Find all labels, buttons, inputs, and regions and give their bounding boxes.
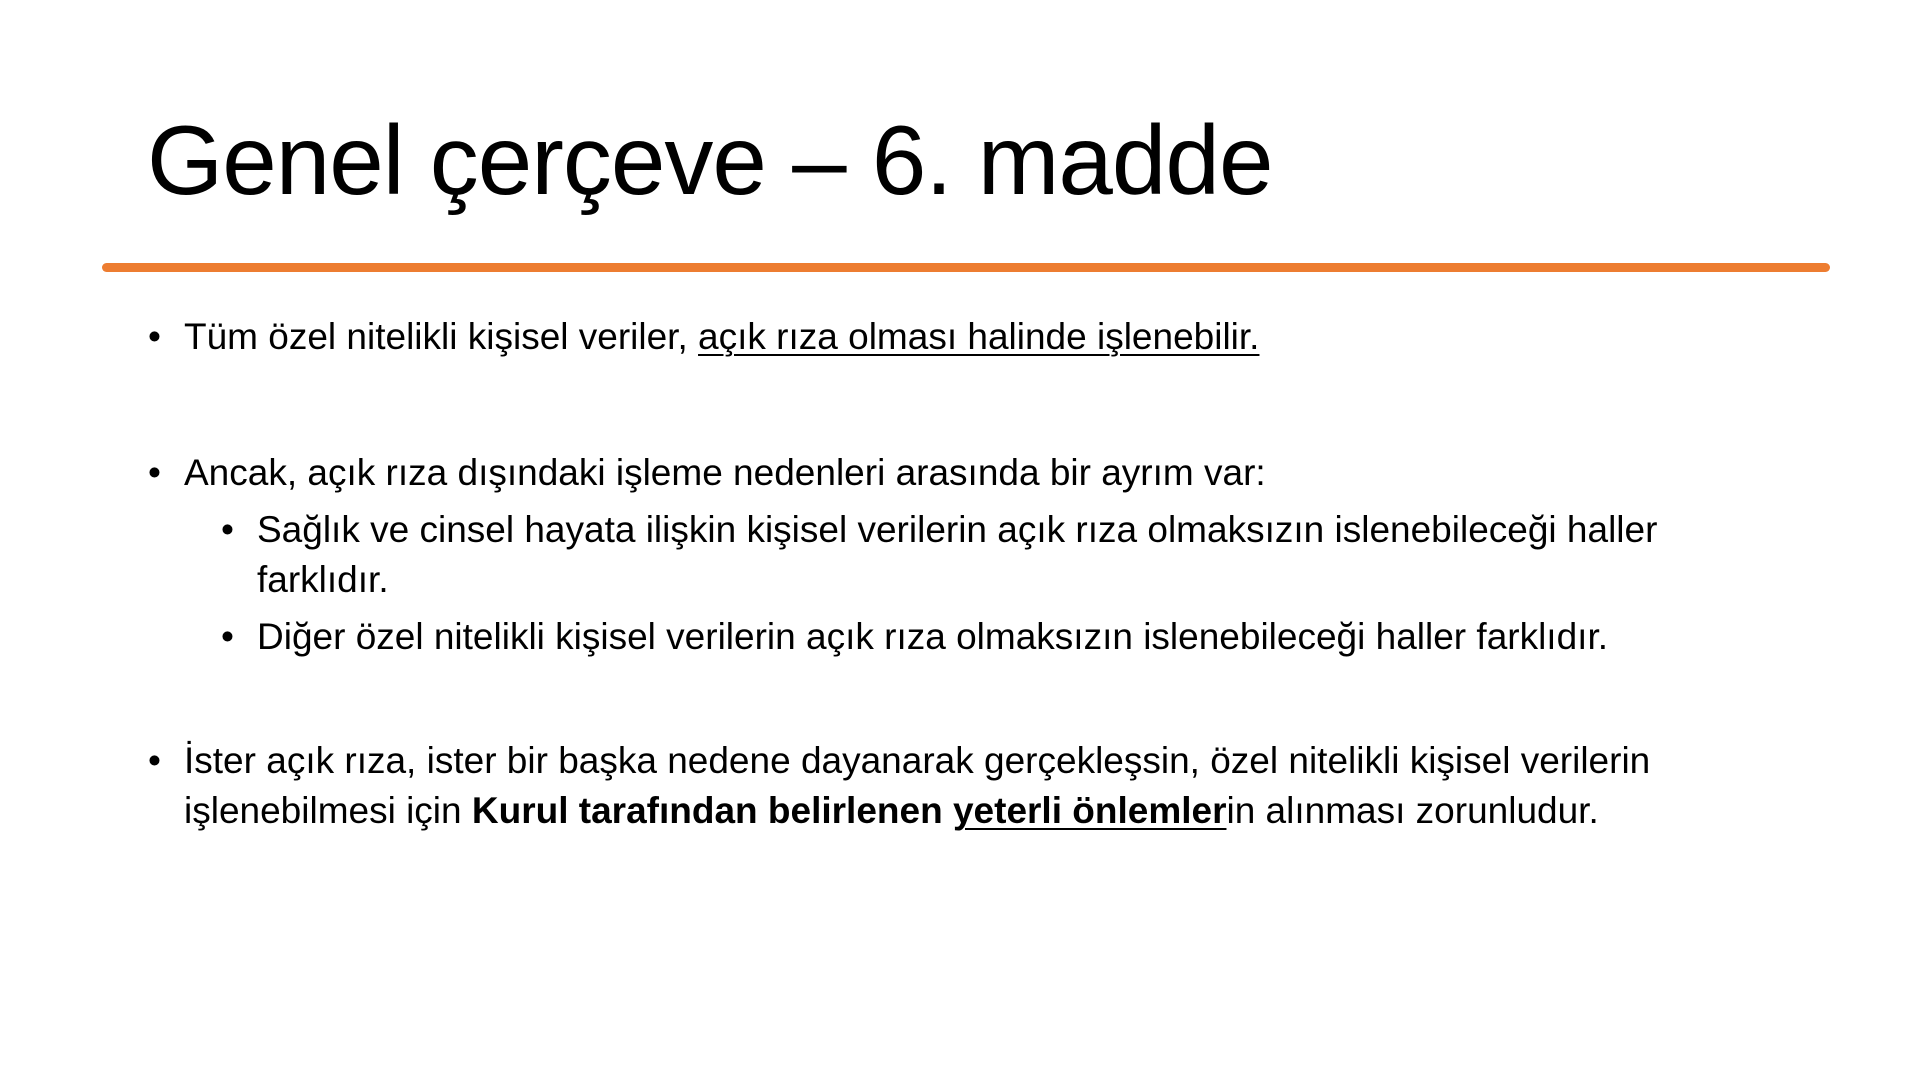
bullet-text: Ancak, açık rıza dışındaki işleme nedenleri arasında bir ayrım var: [184, 452, 1266, 493]
sub-bullet-line: Sağlık ve cinsel hayata ilişkin kişisel verilerin açık rıza olmaksızın islenebileceği haller [257, 509, 1658, 550]
title-divider [102, 263, 1830, 272]
bullet-dot: • [148, 452, 161, 493]
bullet-line [184, 786, 1650, 836]
bullet-dot: • [221, 616, 234, 657]
bullet-line: İster açık rıza, ister bir başka nedene dayanarak gerçekleşsin, özel nitelikli kişisel verilerin [184, 740, 1651, 781]
bullet-text-bold: Kurul tarafından belirlenen [471, 790, 953, 831]
bullet-item [148, 448, 1266, 498]
bullet-text: in alınması zorunludur. [1226, 790, 1599, 831]
bullet-dot: • [148, 316, 161, 357]
bullet-dot: • [221, 509, 234, 550]
bullet-text: Tüm özel nitelikli kişisel veriler, [184, 316, 699, 357]
sub-bullet-item [221, 612, 1609, 662]
bullet-text-underlined: açık rıza olması halinde işlenebilir. [698, 316, 1260, 357]
bullet-dot: • [148, 740, 161, 781]
slide-title: Genel çerçeve – 6. madde [147, 105, 1273, 215]
bullet-text-bold-underlined: yeterli önlemler [952, 790, 1227, 831]
bullet-text: işlenebilmesi için [184, 790, 472, 831]
bullet-item [148, 312, 1260, 362]
bullet-item [148, 736, 1651, 836]
sub-bullet-line: Diğer özel nitelikli kişisel verilerin açık rıza olmaksızın islenebileceği haller farklıdır. [257, 616, 1609, 657]
sub-bullet-line: farklıdır. [257, 559, 389, 600]
sub-bullet-item [221, 505, 1658, 605]
